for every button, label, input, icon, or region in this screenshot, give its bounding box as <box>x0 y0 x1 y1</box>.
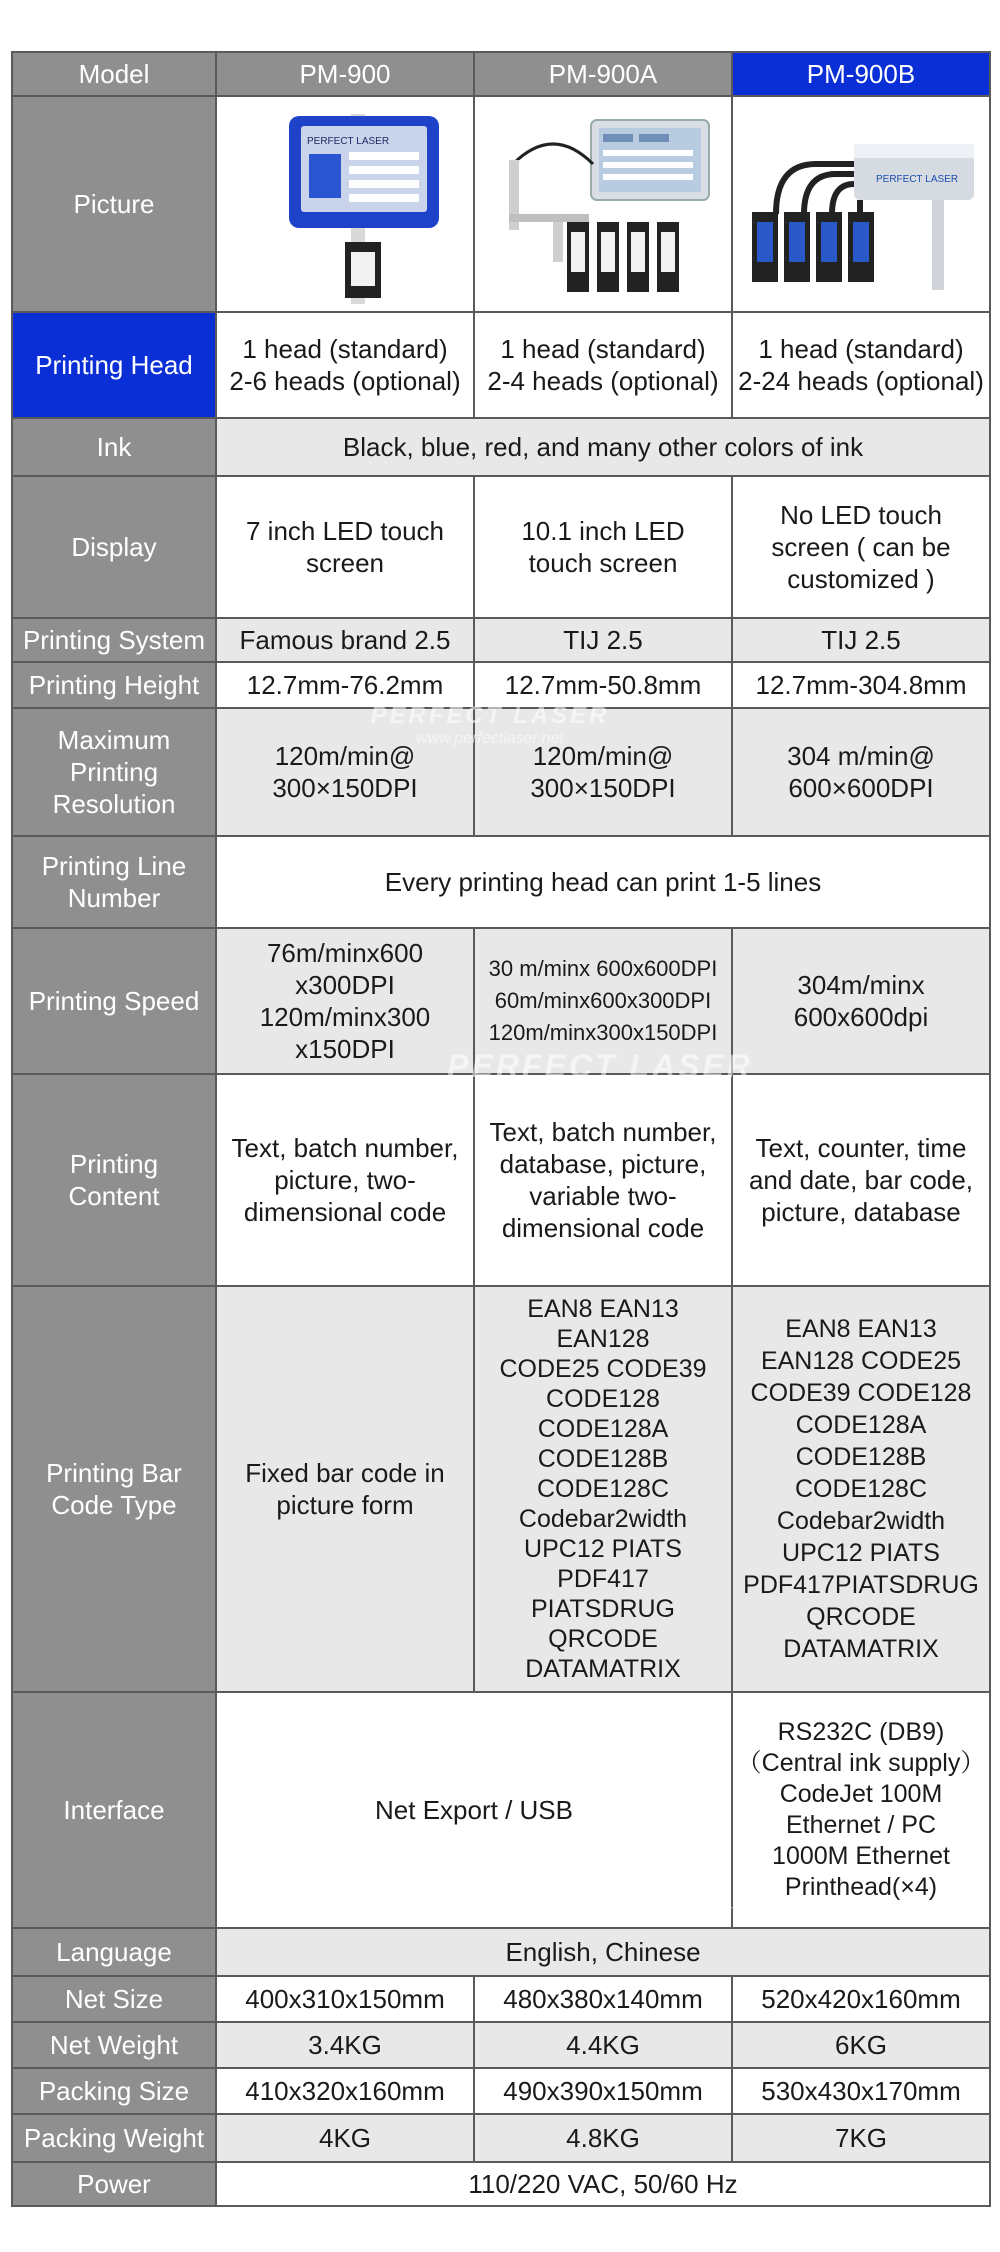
printing-speed-label: Printing Speed <box>12 928 216 1074</box>
interface-pm900b: RS232C (DB9) （Central ink supply） CodeJet 100M Ethernet / PC 1000M Ethernet Printhead(×4) <box>732 1692 990 1928</box>
ink-label: Ink <box>12 418 216 476</box>
packing-weight-row <box>12 2114 990 2162</box>
interface-shared-value: Net Export / USB <box>216 1692 732 1928</box>
printing-content-pm900a: Text, batch number, database, picture, variable two- dimensional code <box>474 1074 732 1286</box>
packing-size-pm900a: 490x390x150mm <box>474 2068 732 2114</box>
printing-height-label: Printing Height <box>12 662 216 708</box>
net-weight-label: Net Weight <box>12 2022 216 2068</box>
net-size-label: Net Size <box>12 1976 216 2022</box>
net-weight-pm900: 3.4KG <box>216 2022 474 2068</box>
printing-system-pm900: Famous brand 2.5 <box>216 618 474 662</box>
packing-size-pm900b: 530x430x170mm <box>732 2068 990 2114</box>
power-label: Power <box>12 2162 216 2206</box>
printing-height-row <box>12 662 990 708</box>
display-pm900b: No LED touch screen ( can be customized ) <box>732 476 990 618</box>
printing-head-label: Printing Head <box>12 312 216 418</box>
printing-content-pm900b: Text, counter, time and date, bar code, picture, database <box>732 1074 990 1286</box>
printing-system-label: Printing System <box>12 618 216 662</box>
pm900b-product-image <box>732 96 990 312</box>
net-size-pm900b: 520x420x160mm <box>732 1976 990 2022</box>
printing-height-pm900b: 12.7mm-304.8mm <box>732 662 990 708</box>
max-resolution-label: Maximum Printing Resolution <box>12 708 216 836</box>
watermark-brand-text: PERFECT LASER <box>477 1862 783 1898</box>
device1-logo-text: PERFECT LASER <box>307 136 390 147</box>
line-number-row <box>12 836 990 928</box>
watermark-url-text: www.perfectlaser.net <box>416 730 564 747</box>
printing-height-pm900a: 12.7mm-50.8mm <box>474 662 732 708</box>
barcode-type-pm900: Fixed bar code in picture form <box>216 1286 474 1692</box>
printing-system-pm900a: TIJ 2.5 <box>474 618 732 662</box>
barcode-type-label: Printing Bar Code Type <box>12 1286 216 1692</box>
barcode-type-pm900b: EAN8 EAN13 EAN128 CODE25 CODE39 CODE128 CODE128A CODE128B CODE128C Codebar2width UPC12 PIATS PDF417PIATSDRUG QRCODE DATAMATRIX <box>732 1286 990 1692</box>
device3-logo-text: PERFECT LASER <box>876 174 959 185</box>
printing-height-pm900: 12.7mm-76.2mm <box>216 662 474 708</box>
packing-size-row <box>12 2068 990 2114</box>
language-label: Language <box>12 1928 216 1976</box>
line-number-label: Printing Line Number <box>12 836 216 928</box>
printing-head-pm900a: 1 head (standard) 2-4 heads (optional) <box>474 312 732 418</box>
printing-content-row <box>12 1074 990 1286</box>
model-name-pm900b: PM-900B <box>732 52 990 96</box>
printing-speed-pm900b: 304m/minx 600x600dpi <box>732 928 990 1074</box>
packing-weight-label: Packing Weight <box>12 2114 216 2162</box>
language-value: English, Chinese <box>216 1928 990 1976</box>
display-label: Display <box>12 476 216 618</box>
printing-head-row <box>12 312 990 418</box>
net-weight-row <box>12 2022 990 2068</box>
picture-row <box>12 96 990 312</box>
max-resolution-row <box>12 708 990 836</box>
pm900-product-image <box>216 96 474 312</box>
model-header-label: Model <box>12 52 216 96</box>
printing-content-pm900: Text, batch number, picture, two- dimensional code <box>216 1074 474 1286</box>
display-pm900a: 10.1 inch LED touch screen <box>474 476 732 618</box>
packing-weight-pm900b: 7KG <box>732 2114 990 2162</box>
barcode-type-pm900a: EAN8 EAN13 EAN128 CODE25 CODE39 CODE128 CODE128A CODE128B CODE128C Codebar2width UPC12 PIATS PDF417 PIATSDRUG QRCODE DATAMATRIX <box>474 1286 732 1692</box>
barcode-type-row <box>12 1286 990 1692</box>
packing-weight-pm900a: 4.8KG <box>474 2114 732 2162</box>
spec-table <box>11 51 991 2207</box>
power-row <box>12 2162 990 2206</box>
max-resolution-pm900b: 304 m/min@ 600×600DPI <box>732 708 990 836</box>
printing-system-row <box>12 618 990 662</box>
net-size-pm900a: 480x380x140mm <box>474 1976 732 2022</box>
model-name-pm900: PM-900 <box>216 52 474 96</box>
net-weight-pm900b: 6KG <box>732 2022 990 2068</box>
packing-size-label: Packing Size <box>12 2068 216 2114</box>
ink-value: Black, blue, red, and many other colors of ink <box>216 418 990 476</box>
packing-size-pm900: 410x320x160mm <box>216 2068 474 2114</box>
display-row <box>12 476 990 618</box>
watermark-brand-text: PERFECT LASER <box>370 702 610 729</box>
watermark-url-text: www.perfectlaser.net <box>528 1899 732 1924</box>
max-resolution-pm900: 120m/min@ 300×150DPI <box>216 708 474 836</box>
watermark-url-text: www.perfectlaser.net <box>498 1085 702 1110</box>
net-size-row <box>12 1976 990 2022</box>
printing-system-pm900b: TIJ 2.5 <box>732 618 990 662</box>
picture-label: Picture <box>12 96 216 312</box>
net-weight-pm900a: 4.4KG <box>474 2022 732 2068</box>
line-number-value: Every printing head can print 1-5 lines <box>216 836 990 928</box>
interface-label: Interface <box>12 1692 216 1928</box>
display-pm900: 7 inch LED touch screen <box>216 476 474 618</box>
printing-head-pm900b: 1 head (standard) 2-24 heads (optional) <box>732 312 990 418</box>
printing-content-label: Printing Content <box>12 1074 216 1286</box>
watermark-brand-text: PERFECT LASER <box>447 1048 753 1084</box>
printing-speed-pm900a: 30 m/minx 600x600DPI 60m/minx600x300DPI 120m/minx300x150DPI <box>474 928 732 1074</box>
printing-head-pm900: 1 head (standard) 2-6 heads (optional) <box>216 312 474 418</box>
max-resolution-pm900a: 120m/min@ 300×150DPI <box>474 708 732 836</box>
pm900a-product-image <box>474 96 732 312</box>
language-row <box>12 1928 990 1976</box>
net-size-pm900: 400x310x150mm <box>216 1976 474 2022</box>
model-name-pm900a: PM-900A <box>474 52 732 96</box>
interface-row <box>12 1692 990 1928</box>
printing-speed-row <box>12 928 990 1074</box>
header-row <box>12 52 990 96</box>
printing-speed-pm900: 76m/minx600 x300DPI 120m/minx300 x150DPI <box>216 928 474 1074</box>
packing-weight-pm900: 4KG <box>216 2114 474 2162</box>
power-value: 110/220 VAC, 50/60 Hz <box>216 2162 990 2206</box>
ink-row <box>12 418 990 476</box>
